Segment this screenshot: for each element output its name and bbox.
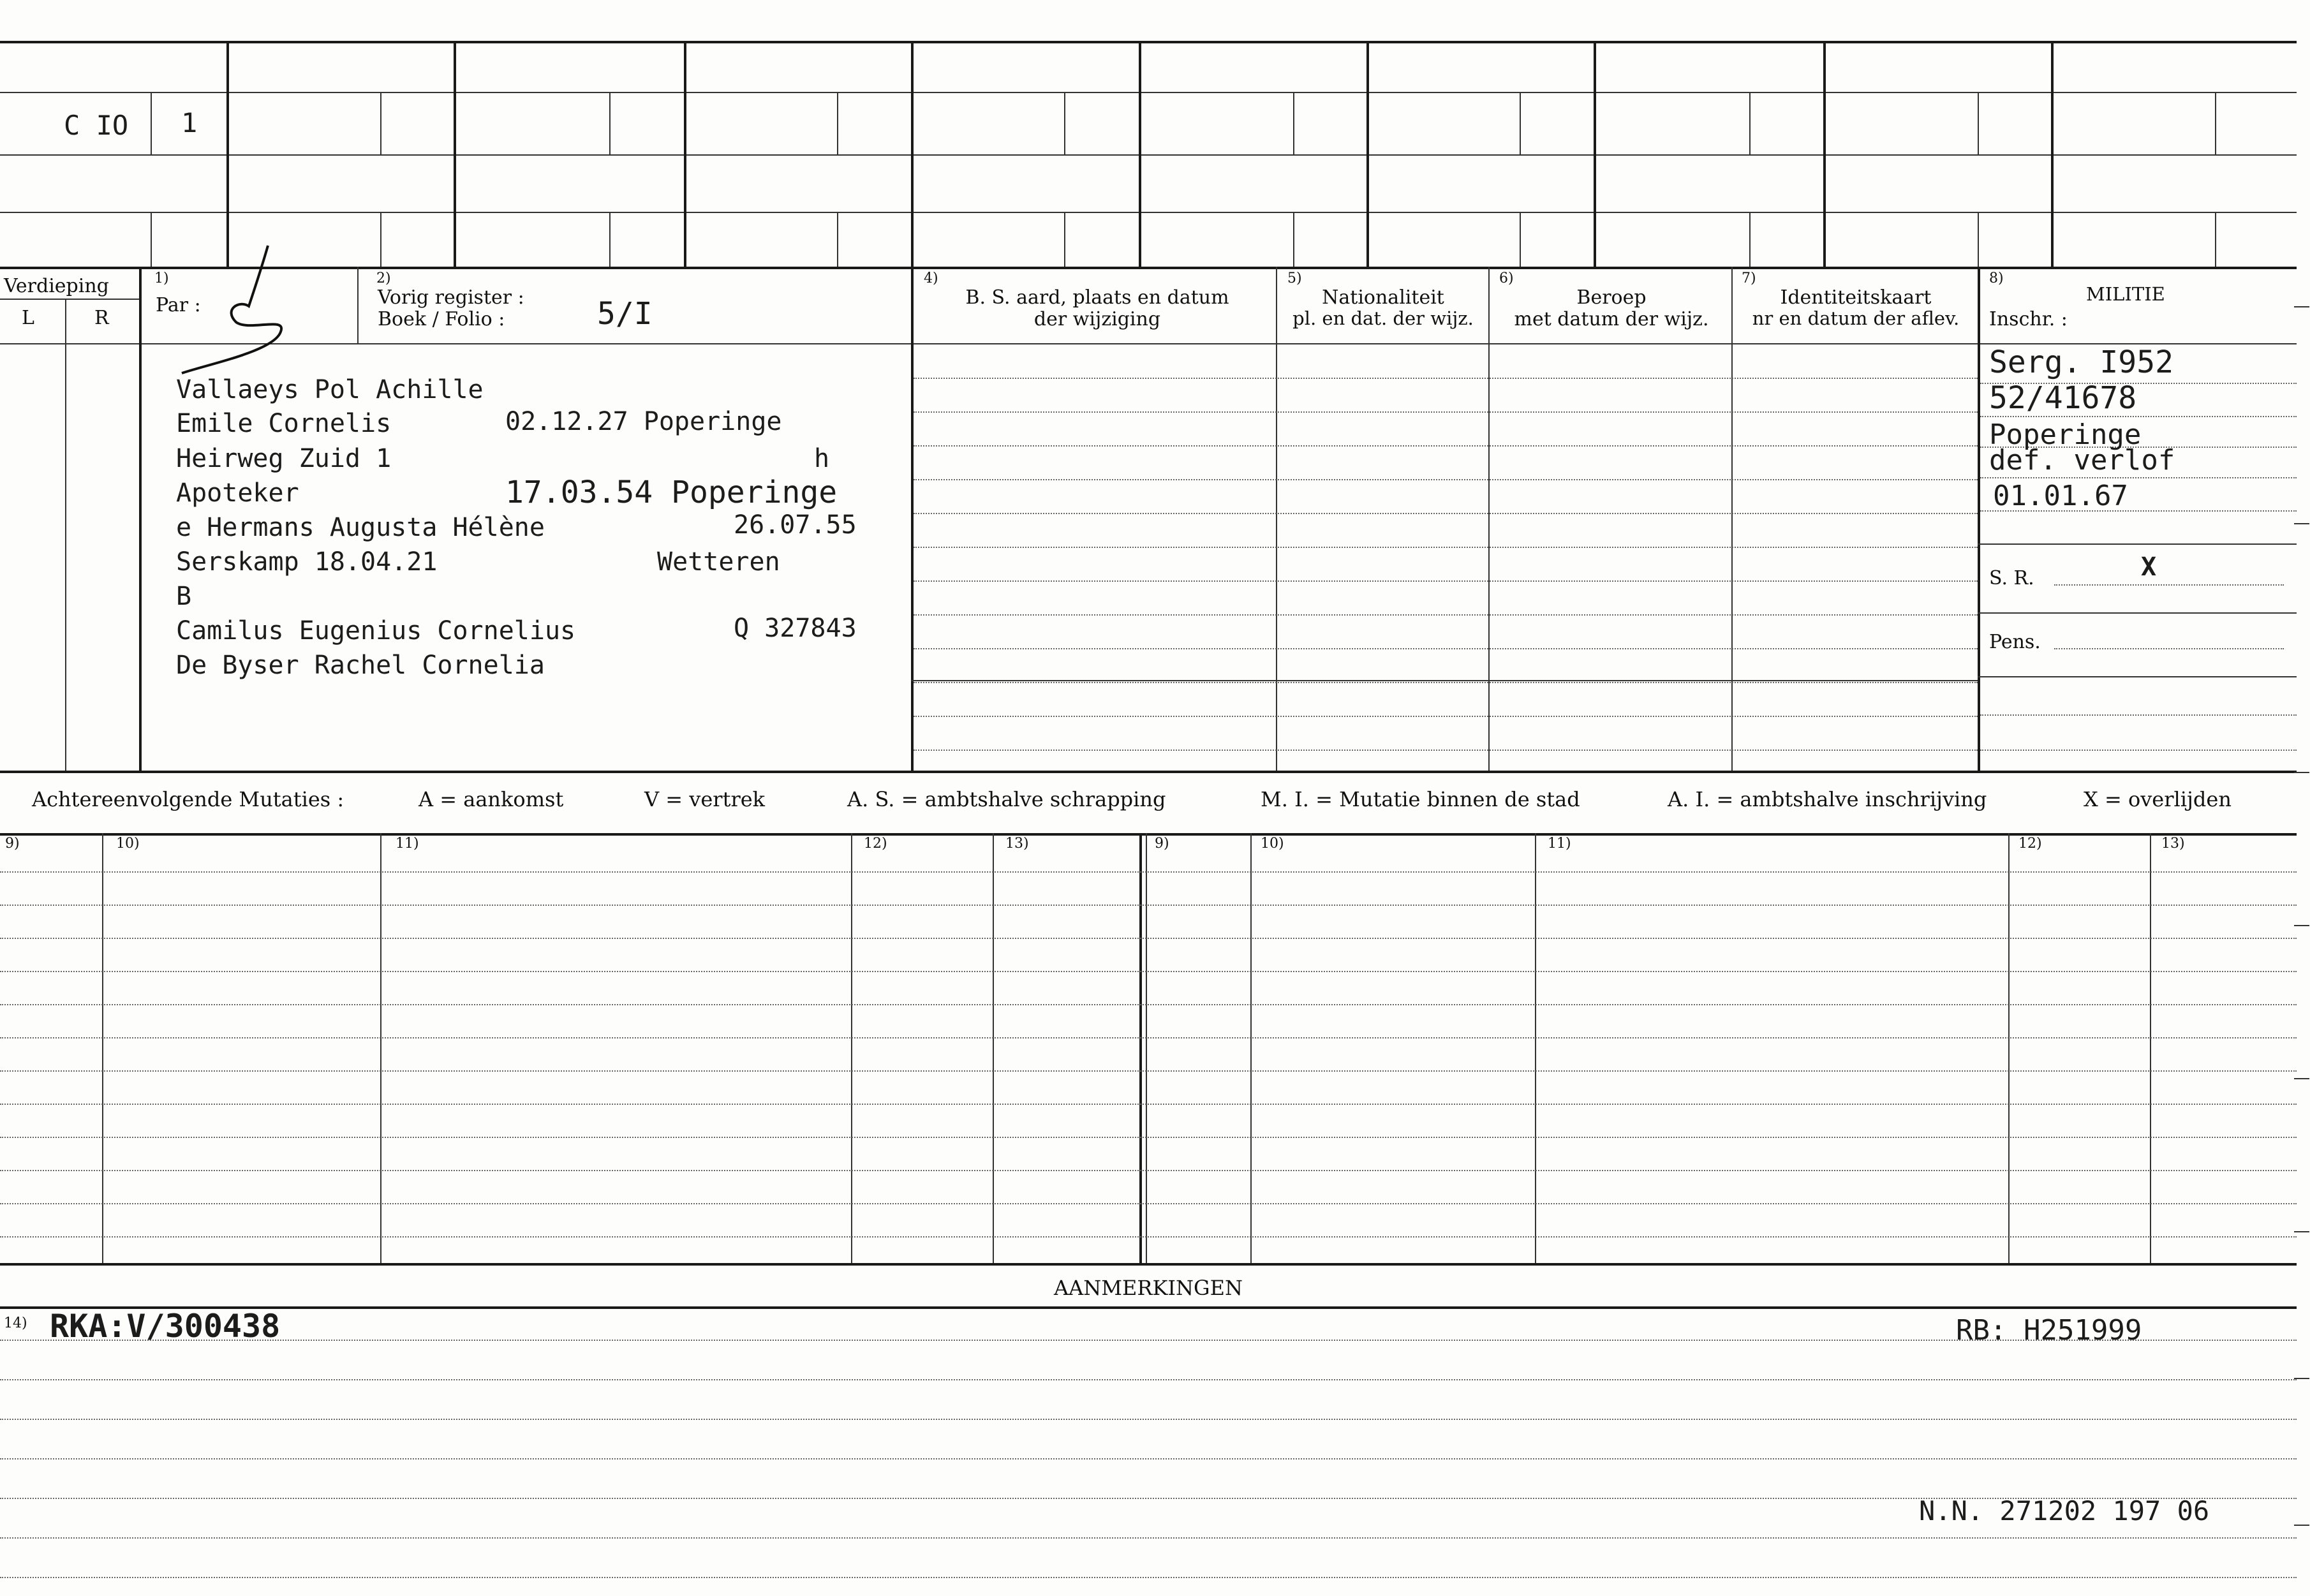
col-r-label: R <box>94 307 109 329</box>
mut-col-13: 13) <box>1005 836 1029 852</box>
person-line-1: Vallaeys Pol Achille <box>176 375 484 404</box>
militie-value-2: 52/41678 <box>1989 380 2137 416</box>
inschr-label: Inschr. : <box>1989 308 2068 330</box>
nat-label-1: Nationaliteit <box>1322 286 1444 309</box>
legend-title: Achtereenvolgende Mutaties : <box>32 787 344 811</box>
verdieping-label: Verdieping <box>4 275 109 297</box>
person-line-7: B <box>176 582 192 611</box>
person-line-5-name: e Hermans Augusta Hélène <box>176 513 545 542</box>
id-label-1: Identiteitskaart <box>1780 286 1932 309</box>
person-line-6-city: Wetteren <box>657 547 780 577</box>
bs-label-2: der wijziging <box>1033 308 1161 330</box>
bs-label-1: B. S. aard, plaats en datum <box>965 286 1229 309</box>
bs-num: 4) <box>924 270 938 286</box>
pens-label: Pens. <box>1989 631 2041 653</box>
militie-value-4: def. verlof <box>1989 444 2175 477</box>
vorig-label-1: Vorig register : <box>378 286 524 309</box>
beroep-label-1: Beroep <box>1576 286 1647 309</box>
militie-num: 8) <box>1989 270 2004 286</box>
person-line-9: De Byser Rachel Cornelia <box>176 651 545 680</box>
legend-item-ai: A. I. = ambtshalve inschrijving <box>1668 787 1987 811</box>
cell-code: C IO <box>64 110 129 141</box>
militie-label: MILITIE <box>2086 283 2165 305</box>
id-num: 7) <box>1742 270 1756 286</box>
mut-col-10: 10) <box>116 836 140 852</box>
mut-col-12: 12) <box>864 836 887 852</box>
legend-item-v: V = vertrek <box>644 787 766 811</box>
par-num: 1) <box>154 270 169 286</box>
id-label-2: nr en datum der aflev. <box>1752 307 1960 329</box>
aanmerkingen-title: AANMERKINGEN <box>1054 1276 1243 1300</box>
cell-code-number: 1 <box>181 107 198 138</box>
mut-col-11b: 11) <box>1548 836 1571 852</box>
nat-num: 5) <box>1287 270 1302 286</box>
vorig-value: 5/I <box>597 296 653 332</box>
militie-value-1: Serg. I952 <box>1989 344 2173 380</box>
col-l-label: L <box>22 307 34 329</box>
militie-value-3: Poperinge <box>1989 418 2142 451</box>
nn-value: N.N. 271202 197 06 <box>1919 1495 2210 1526</box>
rb-value: RB: H251999 <box>1956 1314 2142 1347</box>
vorig-label-2: Boek / Folio : <box>378 308 505 330</box>
militie-value-5: 01.01.67 <box>1993 480 2128 512</box>
mut-col-11: 11) <box>396 836 419 852</box>
legend-item-as: A. S. = ambtshalve schrapping <box>847 787 1166 811</box>
person-line-4-date: 17.03.54 Poperinge <box>505 475 838 510</box>
handwritten-mark-icon <box>172 242 338 395</box>
person-line-2-name: Emile Cornelis <box>176 409 392 438</box>
mut-col-10b: 10) <box>1261 836 1284 852</box>
mut-col-9b: 9) <box>1155 836 1169 852</box>
mut-col-9: 9) <box>5 836 20 852</box>
person-line-3: Heirweg Zuid 1 <box>176 444 392 473</box>
person-line-4-job: Apoteker <box>176 478 299 508</box>
sr-value: X <box>2141 552 2157 582</box>
beroep-num: 6) <box>1499 270 1514 286</box>
sr-label: S. R. <box>1989 567 2034 589</box>
mut-col-13b: 13) <box>2161 836 2185 852</box>
aanmerkingen-num: 14) <box>4 1315 27 1331</box>
person-line-3-note: h <box>814 444 830 473</box>
person-line-8-code: Q 327843 <box>734 614 857 643</box>
par-label: Par : <box>156 294 201 316</box>
vorig-num: 2) <box>376 270 391 286</box>
nat-label-2: pl. en dat. der wijz. <box>1292 307 1474 329</box>
rka-value: RKA:V/300438 <box>50 1308 281 1345</box>
person-line-8-name: Camilus Eugenius Cornelius <box>176 616 576 646</box>
legend-item-mi: M. I. = Mutatie binnen de stad <box>1261 787 1580 811</box>
legend-item-a: A = aankomst <box>418 787 564 811</box>
legend-item-x: X = overlijden <box>2084 787 2232 811</box>
person-line-6-place: Serskamp 18.04.21 <box>176 547 438 577</box>
beroep-label-2: met datum der wijz. <box>1514 308 1709 330</box>
mut-col-12b: 12) <box>2018 836 2042 852</box>
person-line-5-date: 26.07.55 <box>734 510 857 540</box>
person-line-2-date: 02.12.27 Poperinge <box>505 407 782 436</box>
